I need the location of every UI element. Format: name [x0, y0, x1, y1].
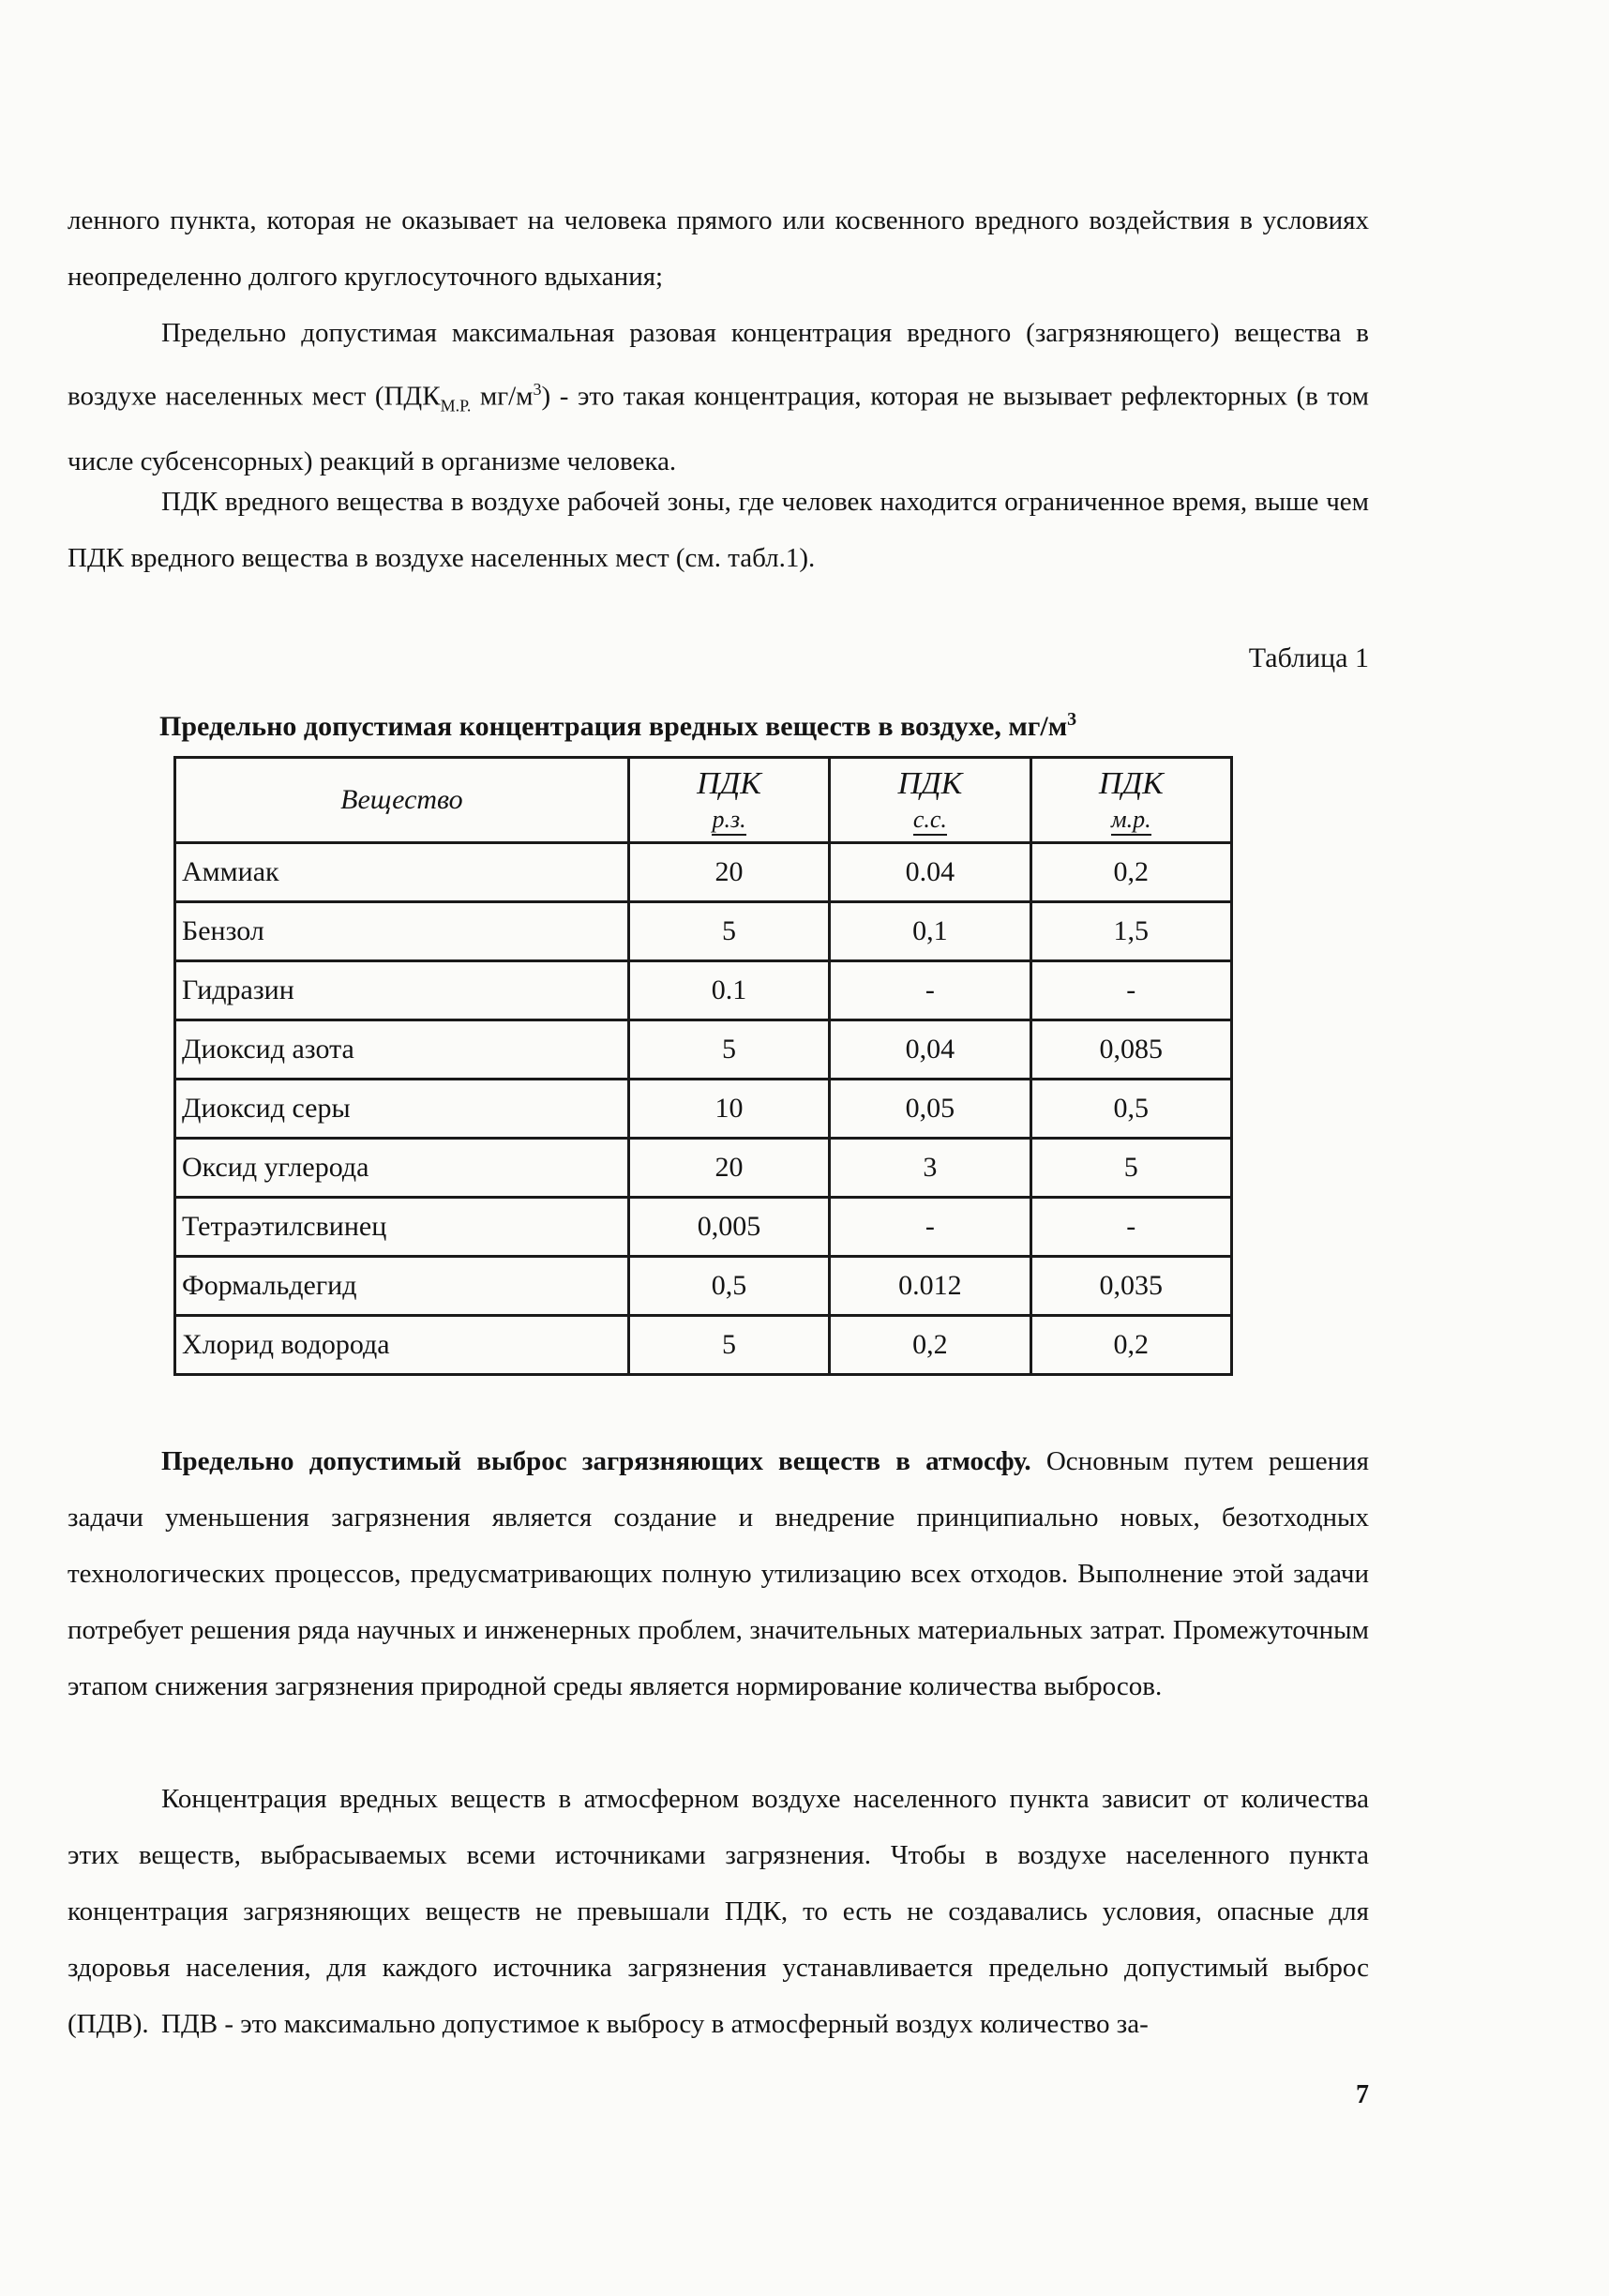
unit-superscript: 3 [533, 380, 542, 399]
value-ss: - [830, 961, 1030, 1020]
value-rz: 20 [628, 1139, 829, 1198]
value-ss: 0,04 [830, 1020, 1030, 1080]
substance-name: Хлорид водорода [175, 1316, 629, 1375]
header-pdk-ss-top: ПДК [897, 765, 963, 801]
header-pdk-mr-top: ПДК [1098, 765, 1164, 801]
paragraph-6: ПДВ - это максимально допустимое к выбросу в атмосферный воздух количество за- [161, 2009, 1149, 2039]
table-row [175, 1316, 1232, 1375]
paragraph-2 [68, 305, 1369, 490]
table-row [175, 1020, 1232, 1080]
value-ss: 3 [830, 1139, 1030, 1198]
table-header-row [175, 758, 1232, 843]
table-row [175, 902, 1232, 961]
table-row [175, 1198, 1232, 1257]
substance-name: Бензол [175, 902, 629, 961]
value-mr: 1,5 [1030, 902, 1231, 961]
paragraph-2-text-a: Предельно допустимая максимальная разовая концентрация вредного (загрязняющего) вещества в воздухе населенных мест (ПДК [68, 318, 1369, 412]
value-mr: 0,2 [1030, 1316, 1231, 1375]
value-mr: - [1030, 961, 1231, 1020]
value-ss: 0,05 [830, 1080, 1030, 1139]
header-pdk-rz-sub: р.з. [712, 806, 745, 836]
paragraph-3: ПДК вредного вещества в воздухе рабочей зоны, где человек находится ограниченное время, выше чем ПДК вредного вещества в воздухе населенных мест (см. табл.1). [68, 487, 1369, 573]
value-ss: 0,2 [830, 1316, 1030, 1375]
value-mr: 0,035 [1030, 1257, 1231, 1316]
paragraph-1: ленного пункта, которая не оказывает на человека прямого или косвенного вредного воздействия в условиях неопределенно долгого круглосуточного вдыхания; [68, 205, 1369, 292]
header-pdk-ss [830, 758, 1030, 843]
value-rz: 5 [628, 902, 829, 961]
value-rz: 5 [628, 1020, 829, 1080]
value-ss: 0.04 [830, 843, 1030, 902]
substance-name: Тетраэтилсвинец [175, 1198, 629, 1257]
substance-name: Гидразин [175, 961, 629, 1020]
pdk-table [173, 756, 1233, 1376]
value-mr: 0,085 [1030, 1020, 1231, 1080]
paragraph-2-unit: мг/м [471, 381, 534, 412]
value-mr: - [1030, 1198, 1231, 1257]
header-pdk-mr [1030, 758, 1231, 843]
table-label: Таблица 1 [1248, 642, 1369, 673]
header-pdk-rz-top: ПДК [697, 765, 761, 801]
table-title [159, 696, 1303, 750]
substance-name: Аммиак [175, 843, 629, 902]
value-rz: 0,005 [628, 1198, 829, 1257]
value-mr: 5 [1030, 1139, 1231, 1198]
paragraph-4-body: Основным путем решения задачи уменьшения загрязнения является создание и внедрение принципиально новых, безотходных технологических процессов, предусматривающих полную утилизацию всех отходов. Выполнение этой задачи потребует решения ряда научных и инженерных проблем, значительных материальных затрат. Промежуточным этапом снижения загрязнения природной среды является нормирование количества выбросов. [68, 1446, 1369, 1701]
table-title-superscript: 3 [1067, 709, 1077, 730]
table-row [175, 843, 1232, 902]
substance-name: Оксид углерода [175, 1139, 629, 1198]
value-rz: 5 [628, 1316, 829, 1375]
table-row [175, 961, 1232, 1020]
value-rz: 10 [628, 1080, 829, 1139]
substance-name: Формальдегид [175, 1257, 629, 1316]
page-number: 7 [1356, 2080, 1369, 2109]
value-rz: 0.1 [628, 961, 829, 1020]
substance-name: Диоксид серы [175, 1080, 629, 1139]
paragraph-4 [68, 1433, 1369, 1714]
value-ss: 0,1 [830, 902, 1030, 961]
header-pdk-rz [628, 758, 829, 843]
table-row [175, 1080, 1232, 1139]
header-substance: Вещество [175, 758, 629, 843]
paragraph-2-text-b: ) - это такая концентрация, которая не вызывает рефлекторных (в том числе субсенсорных) реакций в организме человека. [68, 381, 1370, 477]
header-pdk-mr-sub: м.р. [1111, 806, 1151, 836]
value-rz: 20 [628, 843, 829, 902]
value-mr: 0,5 [1030, 1080, 1231, 1139]
value-ss: - [830, 1198, 1030, 1257]
header-pdk-ss-sub: с.с. [913, 806, 947, 836]
value-ss: 0.012 [830, 1257, 1030, 1316]
value-mr: 0,2 [1030, 843, 1231, 902]
value-rz: 0,5 [628, 1257, 829, 1316]
table-row [175, 1257, 1232, 1316]
table-row [175, 1139, 1232, 1198]
section-heading-inline: Предельно допустимый выброс загрязняющих веществ в атмосфу. [161, 1446, 1031, 1476]
paragraph-5: Концентрация вредных веществ в атмосферном воздухе населенного пункта зависит от количества этих веществ, выбрасываемых всеми источниками загрязнения. Чтобы в воздухе населенного пункта концентрация загрязняющих веществ не превышали ПДК, то есть не создавались условия, опасные для здоровья населения, для каждого источника загрязнения устанавливается предельно допустимый выброс (ПДВ). [68, 1784, 1369, 2039]
substance-name: Диоксид азота [175, 1020, 629, 1080]
pdk-mr-subscript: М.Р. [440, 396, 472, 415]
table-title-text: Предельно допустимая концентрация вредных веществ в воздухе, мг/м [159, 711, 1068, 742]
